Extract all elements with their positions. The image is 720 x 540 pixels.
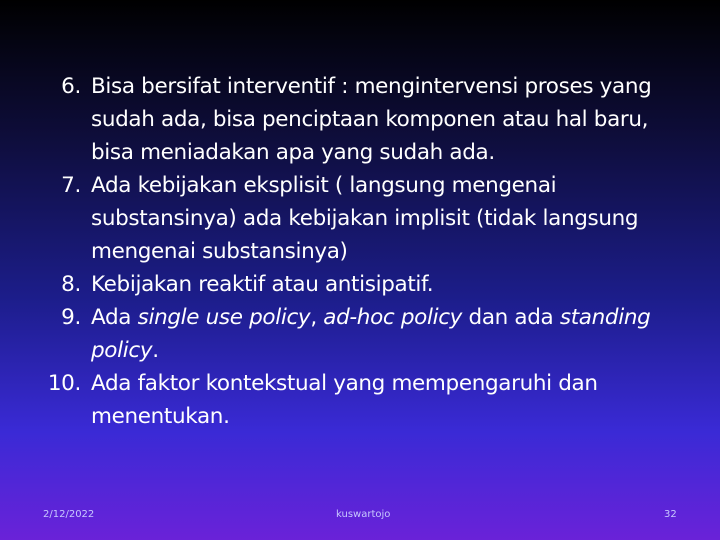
list-item-text-segment: Ada <box>91 305 138 330</box>
list-item-text-segment: standing policy <box>91 305 651 363</box>
list-item-number: 9. <box>61 305 81 330</box>
list-item-number: 8. <box>61 272 81 297</box>
list-item-text-segment: , <box>310 305 324 330</box>
list-item-text <box>91 268 696 301</box>
list-item-text <box>91 70 696 169</box>
list-item-text <box>91 367 696 433</box>
footer-author: kuswartojo <box>336 509 391 520</box>
footer-date: 2/12/2022 <box>43 509 95 520</box>
list-item-text <box>91 301 696 367</box>
list-item-number: 6. <box>61 74 81 99</box>
list-item <box>36 367 696 433</box>
list-item-text-segment: ad-hoc policy <box>323 305 463 330</box>
list-item-text-segment: Bisa bersifat interventif : mengintervensi proses yang sudah ada, bisa penciptaan komponen atau hal baru, bisa meniadakan apa yang sudah ada. <box>91 74 652 165</box>
list-item-number: 7. <box>61 173 81 198</box>
list-item-text-segment: dan ada <box>462 305 560 330</box>
list-item <box>36 70 696 169</box>
list-item <box>36 301 696 367</box>
list-item <box>36 268 696 301</box>
list-item-text-segment: single use policy <box>137 305 311 330</box>
list-item-text-segment: . <box>152 338 159 363</box>
list-item-text-segment: Ada kebijakan eksplisit ( langsung mengenai substansinya) ada kebijakan implisit (tidak langsung mengenai substansinya) <box>91 173 639 264</box>
list-item-text <box>91 169 696 268</box>
numbered-list <box>36 70 696 433</box>
list-item-text-segment: Kebijakan reaktif atau antisipatif. <box>91 272 434 297</box>
footer-page-number: 32 <box>664 509 677 520</box>
list-item <box>36 169 696 268</box>
list-item-number: 10. <box>47 371 81 396</box>
list-item-text-segment: Ada faktor kontekstual yang mempengaruhi dan menentukan. <box>91 371 598 429</box>
